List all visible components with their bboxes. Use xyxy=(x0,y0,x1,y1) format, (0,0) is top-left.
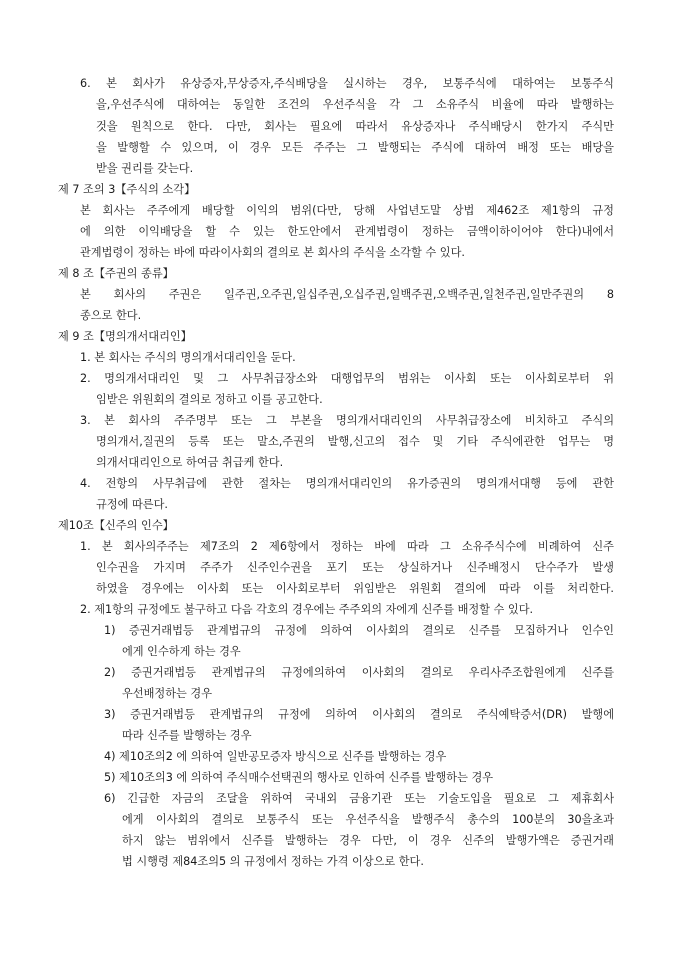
article-10-subitem-2-line-2: 우선배정하는 경우 xyxy=(122,687,213,700)
article-10-item-1-line-3: 하였을 경우에는 이사회 또는 이사회로부터 위임받은 위원회 결의에 따라 이를 처리한다. xyxy=(96,582,614,595)
article-8-body-line-1: 본 회사의 주권은 일주권,오주권,일십주권,오십주권,일백주권,오백주권,일천주권,일만주권의 8 xyxy=(80,288,614,301)
article-8-body-line-2: 종으로 한다. xyxy=(80,309,142,322)
article-10-subitem-6-line-1: 6) 긴급한 자금의 조달을 위하여 국내외 금융기관 또는 기술도입을 필요로 그 제휴회사 xyxy=(104,792,614,805)
article-10-heading: 제10조【신주의 인수】 xyxy=(58,519,174,532)
article-7-2-item-6-line-3: 것을 원칙으로 한다. 다만, 회사는 필요에 따라서 유상증자나 주식배당시 한가지 주식만 xyxy=(96,120,614,133)
article-10-subitem-3-line-2: 따라 신주를 발행하는 경우 xyxy=(122,729,252,742)
article-10-subitem-6-line-3: 하지 않는 범위에서 신주를 발행하는 경우 다만, 이 경우 신주의 발행가액은 증권거래 xyxy=(122,834,614,847)
article-7-2-item-6-line-5: 받을 권리를 갖는다. xyxy=(96,162,194,175)
article-10-subitem-1-line-2: 에게 인수하게 하는 경우 xyxy=(122,645,241,658)
article-9-item-1: 1. 본 회사는 주식의 명의개서대리인을 둔다. xyxy=(80,351,296,364)
article-7-3-body-line-2: 에 의한 이익배당을 할 수 있는 한도안에서 관계법령이 정하는 금액이하이어야 한다)내에서 xyxy=(80,225,614,238)
article-9-item-2-line-1: 2. 명의개서대리인 및 그 사무취급장소와 대행업무의 범위는 이사회 또는 이사회로부터 위 xyxy=(80,372,614,385)
article-9-item-3-line-1: 3. 본 회사의 주주명부 또는 그 부본을 명의개서대리인의 사무취급장소에 비치하고 주식의 xyxy=(80,414,614,427)
article-8-heading: 제 8 조【주권의 종류】 xyxy=(58,267,174,280)
article-7-3-body-line-3: 관계법령이 정하는 바에 따라이사회의 결의로 본 회사의 주식을 소각할 수 있다. xyxy=(80,246,465,259)
article-7-3-heading: 제 7 조의 3【주식의 소각】 xyxy=(58,183,196,196)
article-9-item-4-line-1: 4. 전항의 사무취급에 관한 절차는 명의개서대리인의 유가증권의 명의개서대행 등에 관한 xyxy=(80,477,614,490)
article-9-item-4-line-2: 규정에 따른다. xyxy=(96,498,168,511)
article-10-item-2-line-1: 2. 제1항의 규정에도 불구하고 다음 각호의 경우에는 주주외의 자에게 신주를 배정할 수 있다. xyxy=(80,603,534,616)
article-9-item-3-line-2: 명의개서,질권의 등록 또는 말소,주권의 발행,신고의 접수 및 기타 주식에관한 업무는 명 xyxy=(96,435,614,448)
article-10-subitem-3-line-1: 3) 증권거래법등 관계법규의 규정에 의하여 이사회의 결의로 주식예탁증서(DR) 발행에 xyxy=(104,708,614,721)
article-9-item-2-line-2: 임받은 위원회의 결의로 정하고 이를 공고한다. xyxy=(96,393,323,406)
article-7-3-body-line-1: 본 회사는 주주에게 배당할 이익의 범위(다만, 당해 사업년도말 상법 제462조 제1항의 규정 xyxy=(80,204,614,217)
article-7-2-item-6-line-4: 을 발행할 수 있으며, 이 경우 모든 주주는 그 발행되는 주식에 대하여 배정 또는 배당을 xyxy=(96,141,614,154)
article-7-2-item-6-line-2: 을,우선주식에 대하여는 동일한 조건의 우선주식을 각 그 소유주식 비율에 따라 발행하는 xyxy=(96,98,614,111)
article-10-subitem-6-line-4: 법 시행령 제84조의5 의 규정에서 정하는 가격 이상으로 한다. xyxy=(122,855,424,868)
article-9-item-3-line-3: 의개서대리인으로 하여금 취급케 한다. xyxy=(96,456,284,469)
article-7-2-item-6-line-1: 6. 본 회사가 유상증자,무상증자,주식배당을 실시하는 경우, 보통주식에 대하여는 보통주식 xyxy=(80,77,614,90)
article-10-item-1-line-2: 인수권을 가지며 주주가 신주인수권을 포기 또는 상실하거나 신주배정시 단수주가 발생 xyxy=(96,561,614,574)
article-10-subitem-2-line-1: 2) 증권거래법등 관계법규의 규정에의하여 이사회의 결의로 우리사주조합원에게 신주를 xyxy=(104,666,614,679)
article-9-heading: 제 9 조【명의개서대리인】 xyxy=(58,330,192,343)
article-10-item-1-line-1: 1. 본 회사의주주는 제7조의 2 제6항에서 정하는 바에 따라 그 소유주식수에 비례하여 신주 xyxy=(80,540,614,553)
article-10-subitem-5: 5) 제10조의3 에 의하여 주식매수선택권의 행사로 인하여 신주를 발행하는 경우 xyxy=(104,771,494,784)
article-10-subitem-4: 4) 제10조의2 에 의하여 일반공모증자 방식으로 신주를 발행하는 경우 xyxy=(104,750,447,763)
article-10-subitem-1-line-1: 1) 증권거래법등 관계법규의 규정에 의하여 이사회의 결의로 신주를 모집하거나 인수인 xyxy=(104,624,614,637)
article-10-subitem-6-line-2: 에게 이사회의 결의로 보통주식 또는 우선주식을 발행주식 총수의 100분의 30을초과 xyxy=(122,813,614,826)
